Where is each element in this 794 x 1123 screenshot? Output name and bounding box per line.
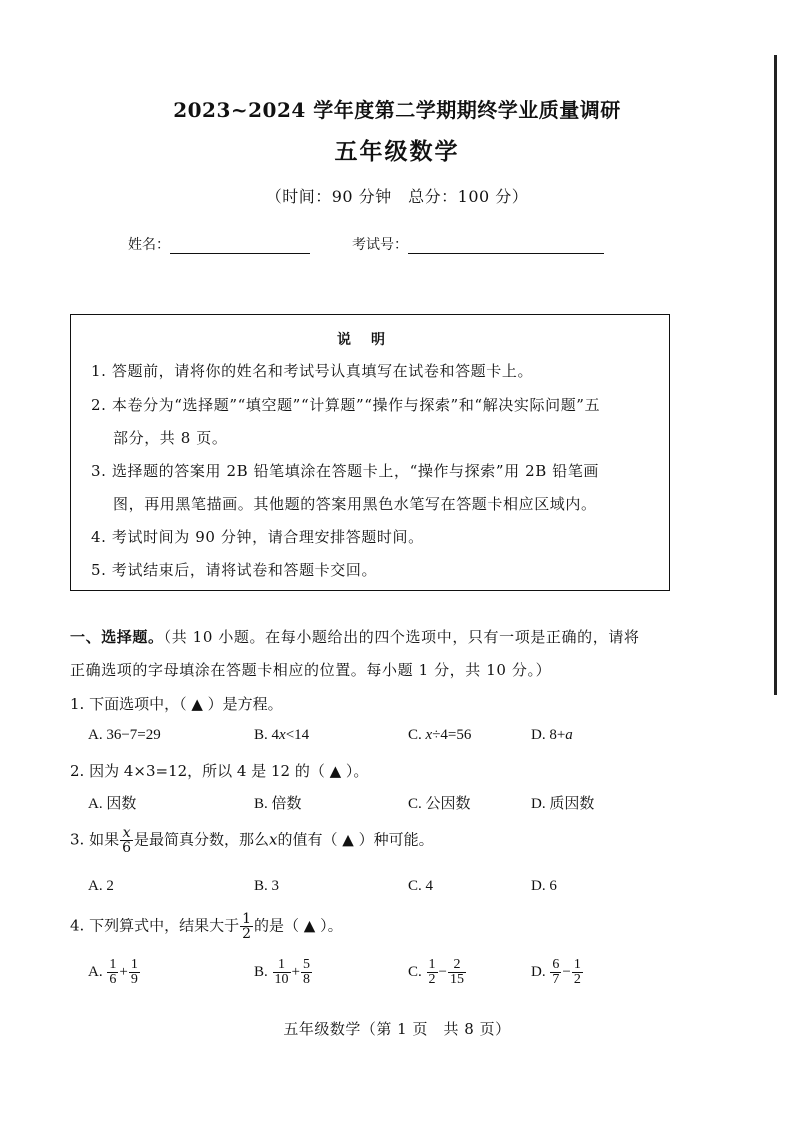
denominator: 7 xyxy=(552,972,560,987)
q3-option-a[interactable]: A. 2 xyxy=(88,878,114,894)
q1-b-post: <14 xyxy=(285,727,310,743)
q3-frac-denominator: 6 xyxy=(122,840,132,856)
q4-option-d[interactable] xyxy=(531,958,584,987)
q1-b-pre: B. 4 xyxy=(254,727,280,743)
instruction-item: 4. 考试时间为 90 分钟，请合理安排答题时间。 xyxy=(91,528,424,546)
q1-c-var: x xyxy=(425,727,433,743)
operator: + xyxy=(291,963,300,980)
q4-option-b[interactable] xyxy=(254,958,313,987)
q4-pre: 4. 下列算式中，结果大于 xyxy=(70,916,240,935)
name-blank[interactable] xyxy=(170,237,310,254)
operator: − xyxy=(438,963,447,980)
q4-b-frac2 xyxy=(301,958,312,987)
q3-post: 的值有（ ▲ ）种可能。 xyxy=(277,830,434,849)
q2-option-d[interactable]: D. 质因数 xyxy=(531,796,595,812)
section1-desc xyxy=(70,626,640,647)
q4-a-label: A. xyxy=(88,963,103,980)
q3-option-d[interactable]: D. 6 xyxy=(531,878,557,894)
instruction-item: 5. 考试结束后，请将试卷和答题卡交回。 xyxy=(91,561,378,579)
q1-option-b[interactable] xyxy=(254,727,309,744)
numerator: 6 xyxy=(552,957,560,972)
question-1: 1. 下面选项中，（ ▲ ）是方程。 xyxy=(70,695,283,713)
instruction-item: 2. 本卷分为“选择题”“填空题”“计算题”“操作与探索”和“解决实际问题”五 xyxy=(91,396,601,414)
denominator: 2 xyxy=(573,972,581,987)
question-3 xyxy=(70,826,434,855)
exam-no-blank[interactable] xyxy=(408,237,604,254)
q1-c-post: ÷4=56 xyxy=(432,727,472,743)
q4-a-frac1 xyxy=(107,958,118,987)
q4-option-a[interactable] xyxy=(88,958,141,987)
name-label: 姓名： xyxy=(128,237,170,253)
q3-fraction xyxy=(120,826,133,855)
instruction-item: 3. 选择题的答案用 2B 铅笔填涂在答题卡上，“操作与探索”用 2B 铅笔画 xyxy=(91,462,600,480)
denominator: 6 xyxy=(109,972,117,987)
q4-d-frac2 xyxy=(572,958,583,987)
section1-desc-line1: （共 10 小题。在每小题给出的四个选项中，只有一项是正确的，请将 xyxy=(163,628,640,646)
numerator: 1 xyxy=(130,957,138,972)
q1-option-a[interactable]: A. 36−7=29 xyxy=(88,727,161,743)
q3-option-c[interactable]: C. 4 xyxy=(408,878,434,894)
operator: − xyxy=(562,963,571,980)
q1-d-pre: D. 8+ xyxy=(531,727,566,743)
name-field[interactable] xyxy=(128,234,310,254)
instruction-item: 图，再用黑笔描画。其他题的答案用黑色水笔写在答题卡相应区域内。 xyxy=(113,495,597,513)
time-score-info: （时间：90 分钟 总分：100 分） xyxy=(265,187,529,206)
numerator: 1 xyxy=(278,957,286,972)
question-2: 2. 因为 4×3=12，所以 4 是 12 的（ ▲ ）。 xyxy=(70,762,369,780)
q1-option-d[interactable] xyxy=(531,727,573,744)
q3-pre: 3. 如果 xyxy=(70,830,120,849)
section1-label: 一、选择题。 xyxy=(70,628,164,646)
instruction-item: 1. 答题前，请将你的姓名和考试号认真填写在试卷和答题卡上。 xyxy=(91,362,534,380)
q4-option-c[interactable] xyxy=(408,958,467,987)
q4-post: 的是（ ▲ ）。 xyxy=(254,916,343,935)
q1-b-var: x xyxy=(279,727,286,743)
denominator: 9 xyxy=(130,972,138,987)
q1-d-var: a xyxy=(565,727,573,743)
q2-option-b[interactable]: B. 倍数 xyxy=(254,796,302,812)
instructions-heading: 说明 xyxy=(337,332,405,348)
denominator: 10 xyxy=(274,972,289,987)
numerator: 5 xyxy=(302,957,310,972)
numerator: 1 xyxy=(428,957,436,972)
q3-frac-numerator: x xyxy=(122,825,131,841)
q2-option-c[interactable]: C. 公因数 xyxy=(408,796,471,812)
q4-c-frac1 xyxy=(427,958,438,987)
q4-d-label: D. xyxy=(531,963,546,980)
q3-mid: 是最简真分数，那么 xyxy=(134,830,270,849)
q4-b-label: B. xyxy=(254,963,268,980)
denominator: 15 xyxy=(449,972,464,987)
exam-no-label: 考试号： xyxy=(352,237,408,253)
operator: + xyxy=(119,963,128,980)
section1-desc-line2: 正确选项的字母填涂在答题卡相应的位置。每小题 1 分，共 10 分。） xyxy=(70,661,552,679)
numerator: 1 xyxy=(573,957,581,972)
q2-option-a[interactable]: A. 因数 xyxy=(88,796,137,812)
q4-b-frac1 xyxy=(273,958,291,987)
q4-frac-denominator: 2 xyxy=(242,926,252,942)
instruction-item: 部分，共 8 页。 xyxy=(113,429,228,447)
q4-c-frac2 xyxy=(448,958,466,987)
q4-c-label: C. xyxy=(408,963,422,980)
exam-no-field[interactable] xyxy=(352,234,604,254)
q4-fraction xyxy=(240,912,253,941)
q4-a-frac2 xyxy=(129,958,140,987)
denominator: 2 xyxy=(428,972,436,987)
q4-frac-numerator: 1 xyxy=(242,911,252,927)
exam-title: 2023~2024 学年度第二学期期终学业质量调研 xyxy=(173,98,621,122)
q1-option-c[interactable] xyxy=(408,727,471,744)
numerator: 1 xyxy=(109,957,117,972)
q3-option-b[interactable]: B. 3 xyxy=(254,878,280,894)
question-4 xyxy=(70,912,343,941)
instructions-box xyxy=(70,314,670,591)
q4-d-frac1 xyxy=(550,958,561,987)
q1-c-pre: C. xyxy=(408,727,426,743)
q3-var: x xyxy=(269,830,278,849)
page-footer: 五年级数学（第 1 页 共 8 页） xyxy=(283,1020,511,1038)
numerator: 2 xyxy=(453,957,461,972)
exam-subtitle: 五年级数学 xyxy=(334,138,460,165)
denominator: 8 xyxy=(302,972,310,987)
